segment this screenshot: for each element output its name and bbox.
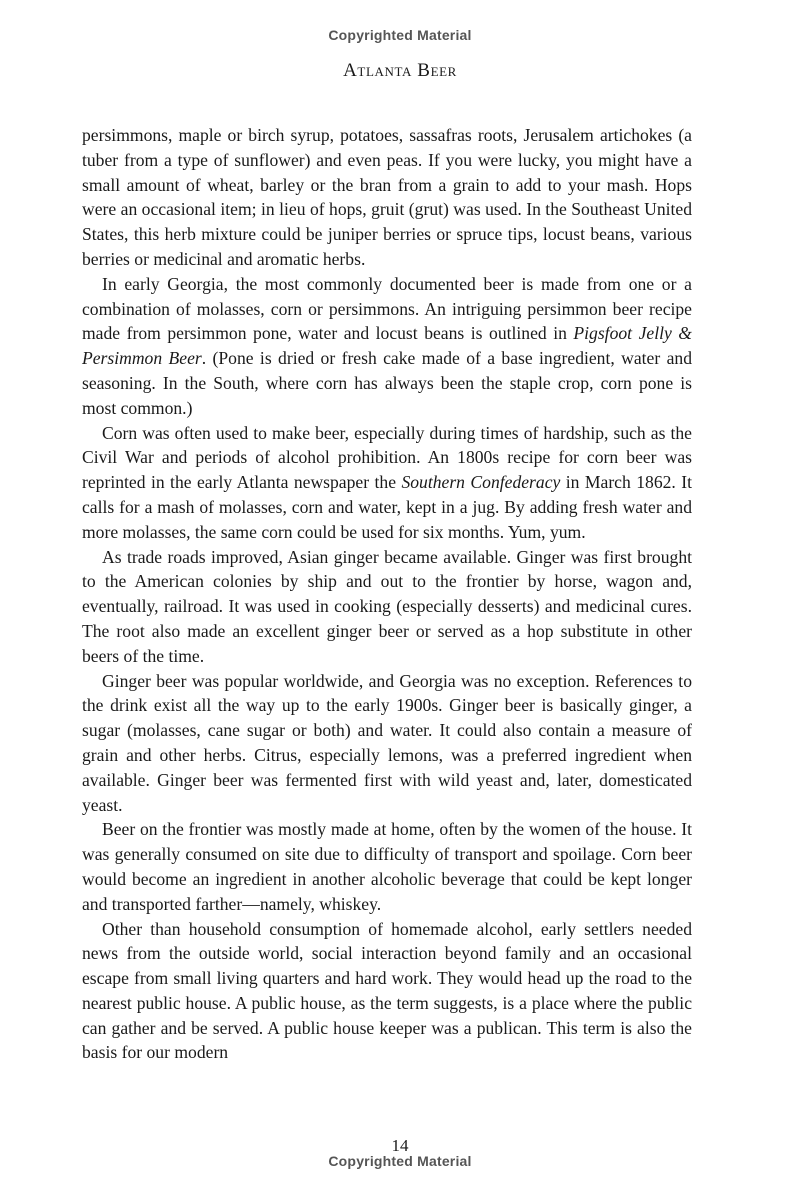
text-run: . (Pone is dried or fresh cake made of a base ingredient, water and seasoning. In the South, where corn has always been the staple crop, corn pone is most common.): [82, 348, 692, 418]
paragraph: [82, 421, 692, 545]
paragraph: [82, 545, 692, 669]
text-run: As trade roads improved, Asian ginger became available. Ginger was first brought to the American colonies by ship and out to the frontier by horse, wagon and, eventually, railroad. It was used in cooking (especially desserts) and medicinal cures. The root also made an excellent ginger beer or served as a hop substitute in other beers of the time.: [82, 546, 692, 666]
page-number: 14: [391, 1136, 409, 1155]
text-run: persimmons, maple or birch syrup, potatoes, sassafras roots, Jerusalem artichokes (a tuber from a type of sunflower) and even peas. If you were lucky, you might have a small amount of wheat, barley or the bran from a grain to add to your mash. Hops were an occasional item; in lieu of hops, gruit (grut) was used. In the Southeast United States, this herb mixture could be juniper berries or spruce tips, locust beans, various berries or medicinal and aromatic herbs.: [82, 125, 692, 269]
text-run: in March 1862. It calls for a mash of molasses, corn and water, kept in a jug. By adding fresh water and more molasses, the same corn could be used for six months. Yum, yum.: [82, 472, 692, 542]
text-run: Beer on the frontier was mostly made at home, often by the women of the house. It was generally consumed on site due to difficulty of transport and spoilage. Corn beer would become an ingredient in another alcoholic beverage that could be kept longer and transported farther—namely, whiskey.: [82, 819, 692, 914]
paragraph: [82, 272, 692, 421]
text-run: Corn was often used to make beer, especially during times of hardship, such as the Civil War and periods of alcohol prohibition. An 1800s recipe for corn beer was reprinted in the early Atlanta newspaper the: [82, 422, 692, 493]
paragraph: [82, 917, 692, 1066]
italic-title: Pigsfoot Jelly & Persimmon Beer: [82, 323, 692, 369]
text-run: Ginger beer was popular worldwide, and Georgia was no exception. References to the drink exist all the way up to the early 1900s. Ginger beer is basically ginger, a sugar (molasses, cane sugar or both) and water. It could also contain a measure of grain and other herbs. Citrus, especially lemons, was a preferred ingredient when available. Ginger beer was fermented first with wild yeast and, later, domesticated yeast.: [82, 670, 692, 815]
paragraph: [82, 123, 692, 272]
text-run: Other than household consumption of homemade alcohol, early settlers needed news from the outside world, social interaction beyond family and an occasional escape from small living quarters and hard work. They would head up the road to the nearest public house. A public house, as the term suggests, is a place where the public can gather and be served. A public house keeper was a publican. This term is also the basis for our modern: [82, 918, 692, 1063]
copyright-watermark-bottom: Copyrighted Material: [328, 1153, 472, 1169]
copyright-watermark-top: Copyrighted Material: [328, 27, 472, 43]
paragraph: [82, 817, 692, 916]
paragraph: [82, 669, 692, 818]
text-run: In early Georgia, the most commonly documented beer is made from one or a combination of molasses, corn or persimmons. An intriguing persimmon beer recipe made from persimmon pone, water and locust beans is outlined in: [82, 273, 692, 344]
running-head: Atlanta Beer: [343, 60, 457, 81]
italic-title: Southern Confederacy: [401, 472, 561, 493]
body-text: [82, 123, 692, 1065]
